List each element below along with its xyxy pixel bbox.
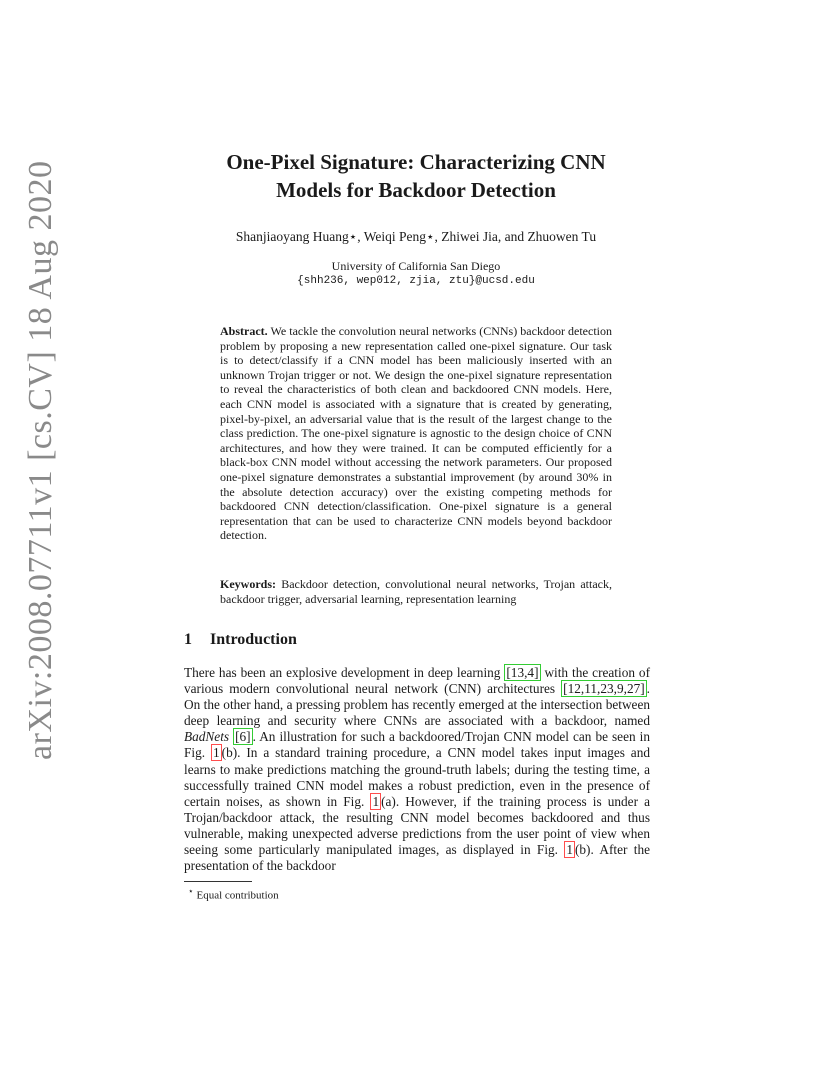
- author-emails: {shh236, wep012, zjia, ztu}@ucsd.edu: [297, 275, 535, 287]
- paper-title: [160, 148, 672, 204]
- keywords-text: Backdoor detection, convolutional neural networks, Trojan attack, backdoor trigger, adversarial learning, representation learning: [220, 577, 612, 606]
- citation-link[interactable]: [6]: [235, 729, 251, 745]
- title-line-1: One-Pixel Signature: Characterizing CNN: [226, 150, 606, 174]
- intro-text: (a). However, if the training process is under a Trojan/backdoor attack, the resulting CNN model becomes backdoored and thus vulnerable, making unexpected adverse predictions from the user point of view when seeing some particularly manipulated images, as displayed in Fig.: [184, 793, 650, 858]
- footnote-text: Equal contribution: [196, 889, 279, 902]
- section-title: Introduction: [210, 631, 297, 648]
- intro-text: . On the other hand, a pressing problem has recently emerged at the intersection between deep learning and security where CNNs are associated with a backdoor, named: [184, 681, 650, 729]
- abstract-label: Abstract.: [220, 324, 268, 338]
- section-number: 1: [184, 631, 192, 648]
- intro-text: (b). After the presentation of the backdoor: [184, 842, 650, 874]
- abstract-text: We tackle the convolution neural networks (CNNs) backdoor detection problem by proposing a new representation called one-pixel signature. Our task is to detect/classify if a CNN model has been maliciously inserted with an unknown Trojan trigger or not. We design the one-pixel signature representation to reveal the characteristics of both clean and backdoored CNN models. Here, each CNN model is associated with a signature that is created by generating, pixel-by-pixel, an adversarial value that is the result of the largest change to the class prediction. The one-pixel signature is agnostic to the design choice of CNN architectures, and how they were trained. It can be computed efficiently for a black-box CNN model without accessing the network parameters. Our proposed one-pixel signature demonstrates a substantial improvement (by around 30% in the absolute detection accuracy) over the existing competing methods for backdoored CNN detection/classification. One-pixel signature is a general representation that can be used to characterize CNN models beyond backdoor detection.: [220, 324, 612, 543]
- intro-text: There has been an explosive development in deep learning: [184, 665, 505, 680]
- figure-reference-link[interactable]: 1: [212, 745, 220, 761]
- citation-link[interactable]: [12,11,23,9,27]: [563, 681, 645, 697]
- intro-text: (b). In a standard training procedure, a CNN model takes input images and learns to make predictions matching the ground-truth labels; during the testing time, a successfully trained CNN model makes a robust prediction, even in the presence of certain noises, as shown in Fig.: [184, 745, 651, 809]
- keywords-label: Keywords:: [220, 577, 276, 591]
- affiliation: University of California San Diego: [331, 259, 501, 273]
- badnets-term: BadNets: [184, 729, 230, 745]
- figure-reference-link[interactable]: 1: [372, 793, 380, 809]
- figure-reference-link[interactable]: 1: [566, 842, 573, 858]
- footnote: [188, 886, 279, 902]
- citation-link[interactable]: [13,4]: [506, 665, 539, 680]
- section-heading-introduction: [184, 631, 297, 649]
- arxiv-identifier: arXiv:2008.07711v1 [cs.CV] 18 Aug 2020: [22, 160, 59, 760]
- title-line-2: Models for Backdoor Detection: [276, 178, 556, 202]
- intro-text: with the creation of various modern convolutional neural network (CNN) architectures: [184, 665, 651, 697]
- intro-text: . An illustration for such a backdoored/Trojan CNN model can be seen in Fig.: [184, 729, 650, 761]
- keywords: [220, 577, 612, 606]
- abstract: [220, 324, 612, 543]
- footnote-marker: ⋆: [188, 886, 194, 896]
- introduction-paragraph: [184, 665, 650, 874]
- author-list: Shanjiaoyang Huang⋆, Weiqi Peng⋆, Zhiwei Jia, and Zhuowen Tu: [235, 229, 597, 244]
- footnote-divider: [184, 881, 252, 882]
- affiliation-block: [160, 259, 672, 289]
